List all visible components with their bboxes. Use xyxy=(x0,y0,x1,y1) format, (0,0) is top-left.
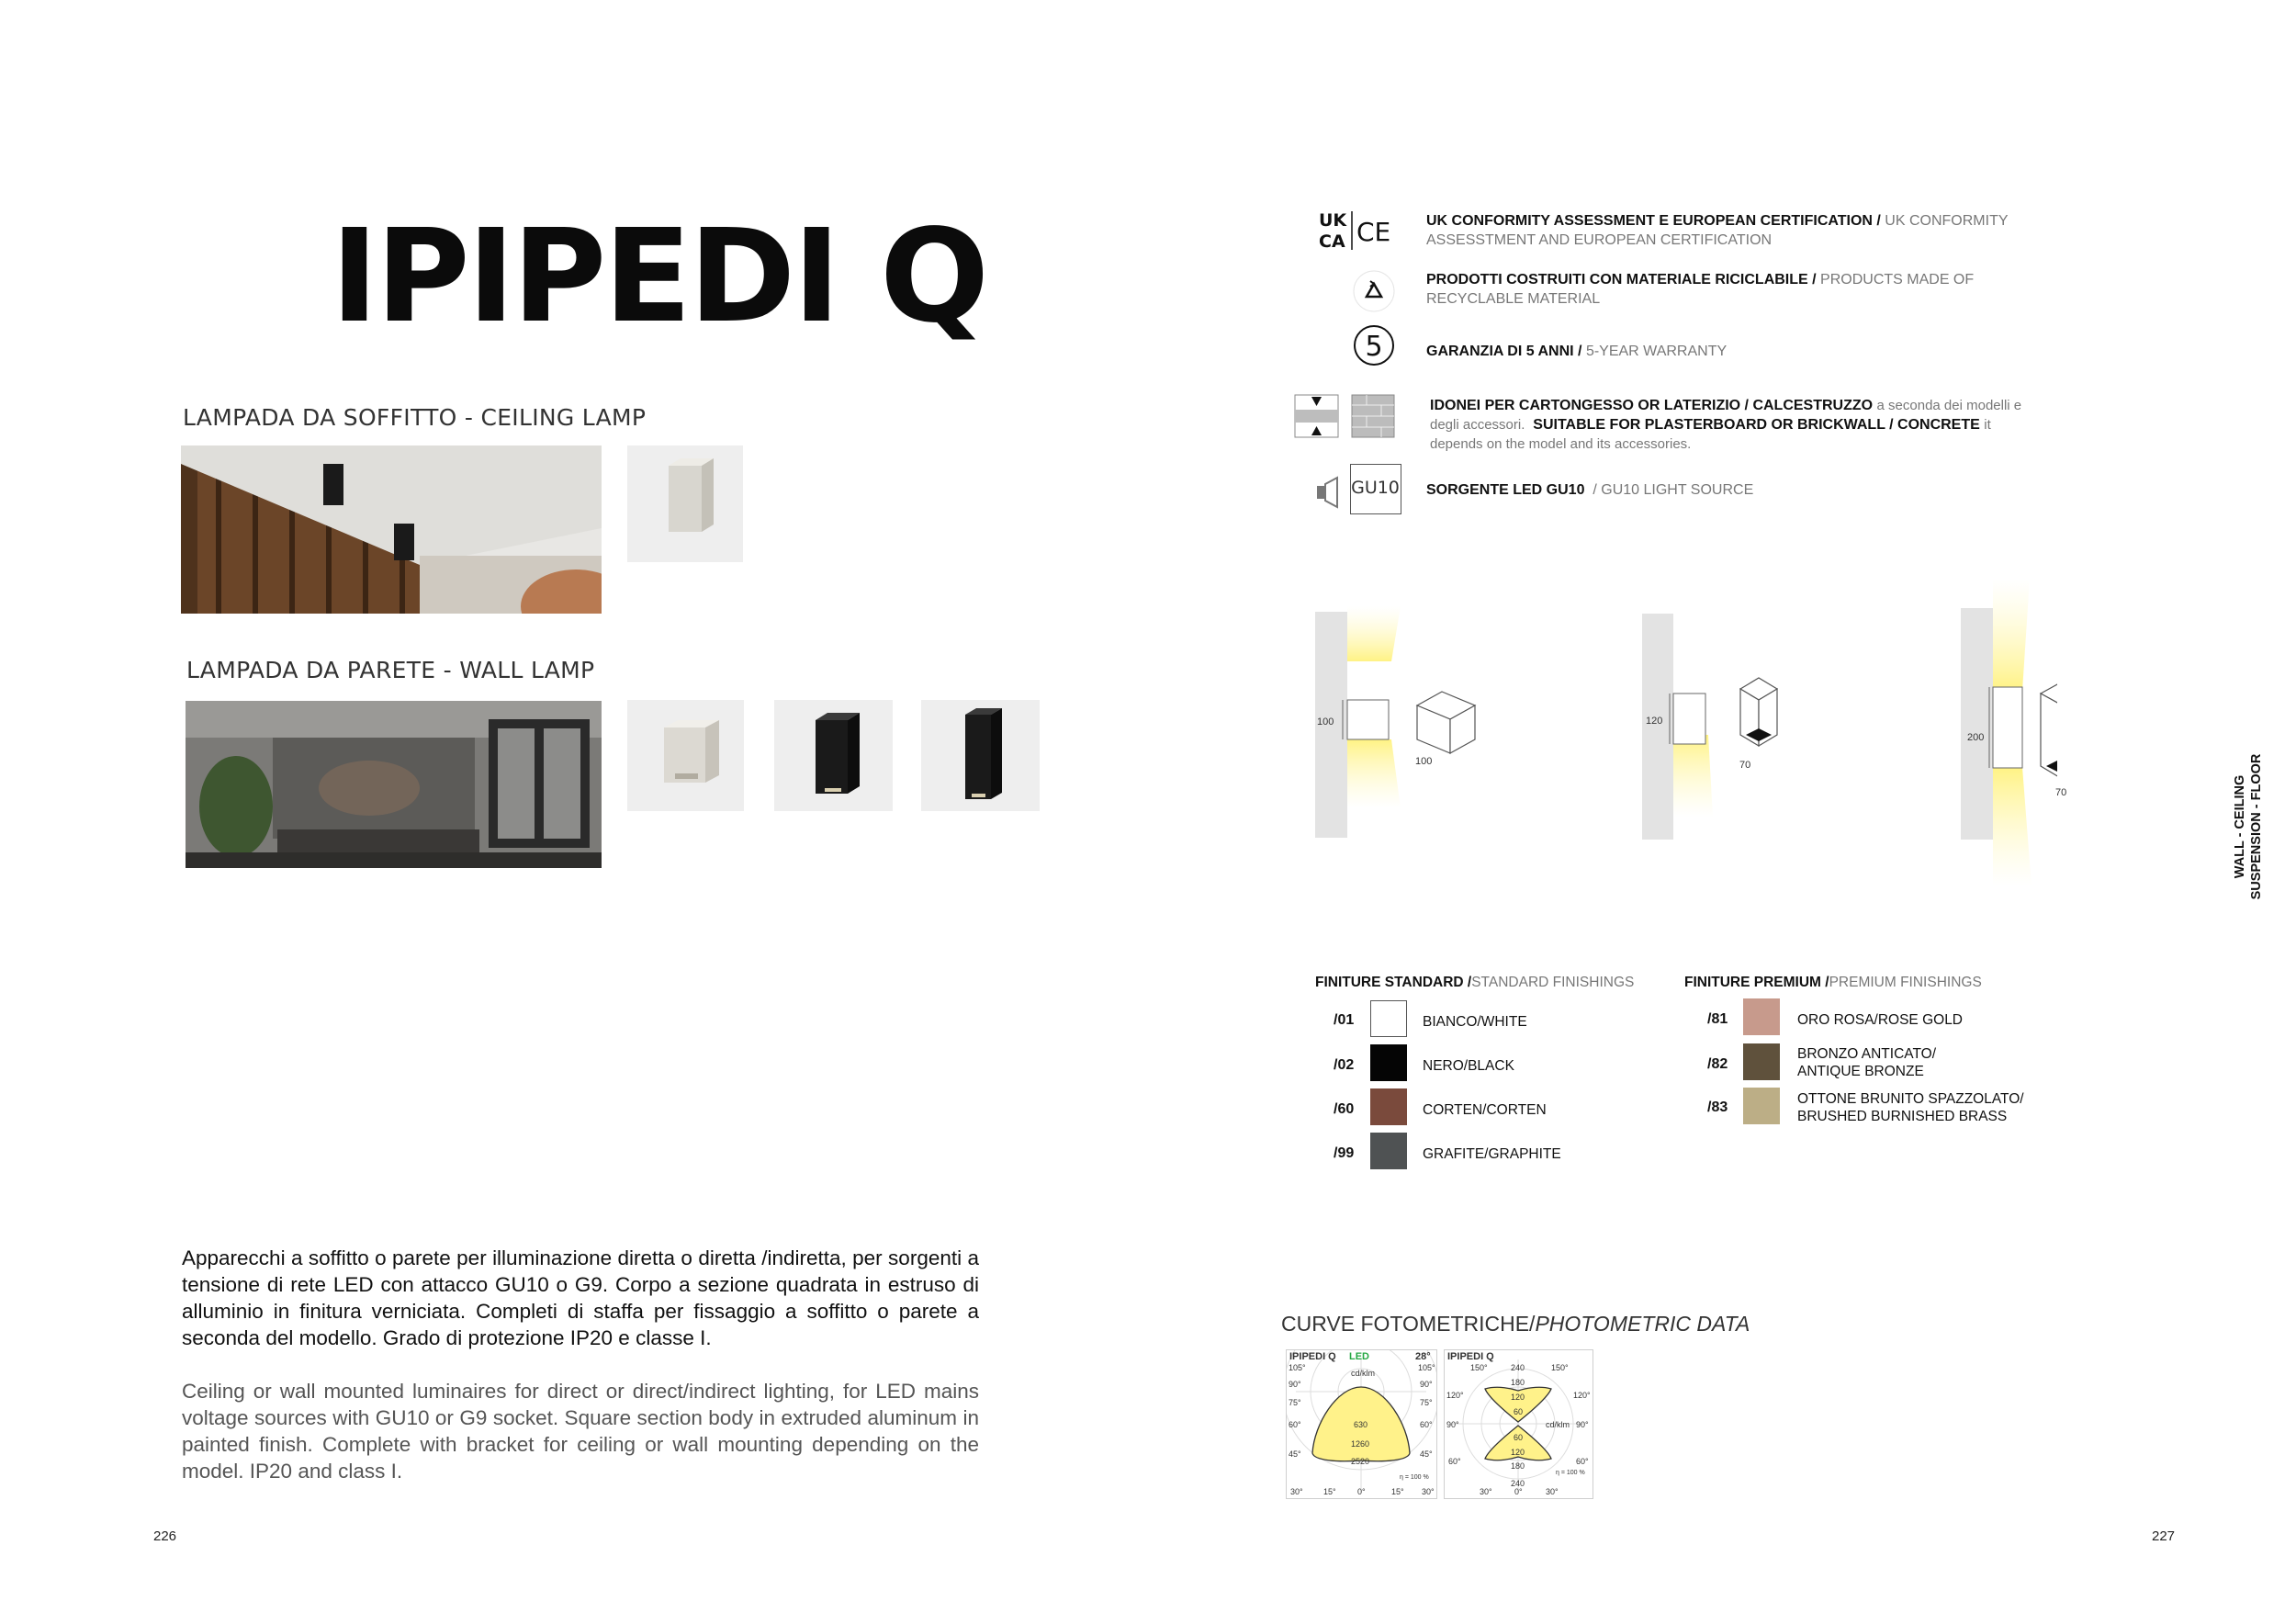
ceiling-lamp-photo xyxy=(181,445,602,614)
chart-1-bottom-angle: 30° xyxy=(1422,1487,1435,1496)
cert-gu10-bold: SORGENTE LED GU10 xyxy=(1426,482,1585,498)
diagram-1-height: 100 xyxy=(1317,716,1334,727)
svg-text:CE: CE xyxy=(1356,217,1391,247)
chart-2-bottom-value: 240 xyxy=(1511,1479,1525,1488)
chart-2-title: IPIPEDI Q xyxy=(1447,1351,1494,1362)
led-lamp-icon xyxy=(1311,468,1343,514)
cert-gu10-text xyxy=(1426,480,2060,500)
chart-1-beam-angle: 28° xyxy=(1415,1351,1431,1362)
standard-finishes-heading-light: STANDARD FINISHINGS xyxy=(1471,975,1635,990)
finish-label xyxy=(1797,1045,1936,1080)
chart-2-bottom-angle: 30° xyxy=(1546,1487,1559,1496)
finish-swatch-white xyxy=(1370,1000,1407,1037)
wall-lamp-black-tall-thumbnail xyxy=(921,700,1040,811)
chart-2-bottom-angle: 0° xyxy=(1514,1487,1523,1496)
cert-mounting-bold-en: SUITABLE FOR PLASTERBOARD OR BRICKWALL / CONCRETE xyxy=(1533,417,1980,433)
chart-2-right-angle: 90° xyxy=(1576,1420,1589,1429)
cert-ukca-bold: UK CONFORMITY ASSESSMENT E EUROPEAN CERTIFICATION / xyxy=(1426,213,1881,229)
chart-1-left-angle: 60° xyxy=(1289,1420,1301,1429)
chart-2-value: 60 xyxy=(1514,1433,1524,1442)
chart-1-left-angle: 105° xyxy=(1289,1363,1306,1372)
chart-1-right-angle: 90° xyxy=(1420,1380,1433,1389)
cert-mounting-bold-it: IDONEI PER CARTONGESSO OR LATERIZIO / CALCESTRUZZO xyxy=(1430,398,1874,413)
gu10-icon-label: GU10 xyxy=(1351,478,1400,498)
chart-2-right-angle: 120° xyxy=(1573,1391,1591,1400)
side-tab-line-1: WALL - CEILING xyxy=(2233,774,2247,879)
chart-2-bottom-angle: 30° xyxy=(1480,1487,1492,1496)
cert-warranty-bold: GARANZIA DI 5 ANNI / xyxy=(1426,344,1582,359)
chart-1-title: IPIPEDI Q xyxy=(1289,1351,1336,1362)
chart-1-left-angle: 75° xyxy=(1289,1398,1301,1407)
svg-text:UK: UK xyxy=(1319,210,1347,231)
recycle-icon xyxy=(1351,268,1397,314)
white-cube-lamp-image xyxy=(627,445,743,562)
finish-label: BIANCO/WHITE xyxy=(1423,1014,1527,1030)
finish-code: /81 xyxy=(1707,1011,1728,1027)
finish-label xyxy=(1797,1090,2024,1125)
chart-1-value: 1260 xyxy=(1351,1439,1370,1449)
page-number-right: 227 xyxy=(2152,1528,2176,1544)
cert-warranty-text xyxy=(1426,342,2060,361)
premium-finishes-heading-light: PREMIUM FINISHINGS xyxy=(1829,975,1982,990)
chart-1-right-angle: 60° xyxy=(1420,1420,1433,1429)
dimension-diagram-2 xyxy=(1642,614,1777,840)
chart-2-left-angle: 60° xyxy=(1448,1457,1461,1466)
finish-label-line-1: OTTONE BRUNITO SPAZZOLATO/ xyxy=(1797,1091,2024,1107)
standard-finishes-heading-bold: FINITURE STANDARD / xyxy=(1315,975,1472,990)
photometric-heading-italic: PHOTOMETRIC DATA xyxy=(1535,1312,1750,1336)
finish-swatch-graphite xyxy=(1370,1133,1407,1169)
photometric-chart-2 xyxy=(1444,1349,1593,1499)
chart-1-value: 2520 xyxy=(1351,1457,1370,1466)
chart-2-top-label: 240 xyxy=(1511,1363,1525,1372)
black-wall-lamp-tall-image xyxy=(921,700,1040,811)
cert-mounting-text xyxy=(1430,396,2045,454)
white-wall-lamp-image xyxy=(627,700,744,811)
finish-swatch-antique-bronze xyxy=(1743,1043,1780,1080)
ceiling-lamp-white-thumbnail xyxy=(627,445,743,562)
chart-1-left-angle: 90° xyxy=(1289,1380,1301,1389)
chart-2-value: 60 xyxy=(1514,1407,1524,1416)
gu10-icon xyxy=(1350,464,1401,514)
diagram-2-height: 120 xyxy=(1646,716,1663,727)
standard-finishes-heading xyxy=(1315,975,1634,991)
finish-swatch-corten xyxy=(1370,1088,1407,1125)
finish-swatch-black xyxy=(1370,1044,1407,1081)
cert-recycle-bold: PRODOTTI COSTRUITI CON MATERIALE RICICLABILE / xyxy=(1426,272,1817,288)
side-tab-line-2: SUSPENSION - FLOOR xyxy=(2249,753,2264,900)
chart-1-bottom-angle: 15° xyxy=(1391,1487,1404,1496)
wall-lamp-white-thumbnail xyxy=(627,700,744,811)
cert-recycle-light: PRODUCTS MADE OF RECYCLABLE MATERIAL xyxy=(1426,272,1975,307)
cert-recycle-text xyxy=(1426,270,2060,309)
chart-2-top-label: 150° xyxy=(1470,1363,1488,1372)
finish-label: CORTEN/CORTEN xyxy=(1423,1102,1547,1118)
chart-2-value: 120 xyxy=(1511,1393,1525,1402)
black-wall-lamp-medium-image xyxy=(774,700,893,811)
finish-label-line-1: BRONZO ANTICATO/ xyxy=(1797,1046,1936,1062)
chart-2-left-angle: 90° xyxy=(1446,1420,1459,1429)
finish-code: /02 xyxy=(1334,1057,1355,1073)
chart-1-right-angle: 45° xyxy=(1420,1449,1433,1459)
cert-gu10-light: / GU10 LIGHT SOURCE xyxy=(1593,482,1754,498)
finish-swatch-burnished-brass xyxy=(1743,1088,1780,1124)
chart-1-left-angle: 45° xyxy=(1289,1449,1301,1459)
premium-finishes-heading-bold: FINITURE PREMIUM / xyxy=(1684,975,1829,990)
cert-warranty-light: 5-YEAR WARRANTY xyxy=(1585,344,1728,359)
product-title: IPIPEDI Q xyxy=(331,202,987,352)
category-side-tab xyxy=(2232,753,2268,900)
diagram-2-width: 70 xyxy=(1739,760,1751,771)
premium-finishes-heading xyxy=(1684,975,1982,991)
photometric-chart-1 xyxy=(1286,1349,1437,1499)
finish-swatch-rose-gold xyxy=(1743,998,1780,1035)
finish-label-line-2: BRUSHED BURNISHED BRASS xyxy=(1797,1109,2008,1124)
cert-ukca-text xyxy=(1426,211,2060,250)
chart-2-value: 120 xyxy=(1511,1448,1525,1457)
wall-lamp-black-medium-thumbnail xyxy=(774,700,893,811)
cert-ukca-light: UK CONFORMITY ASSESSTMENT AND EUROPEAN CERTIFICATION xyxy=(1426,213,2009,248)
diagram-3-height: 200 xyxy=(1967,732,1985,743)
finish-label: NERO/BLACK xyxy=(1423,1058,1514,1074)
svg-text:CA: CA xyxy=(1319,231,1345,252)
chart-1-efficiency: η = 100 % xyxy=(1400,1474,1429,1481)
finish-code: /83 xyxy=(1707,1100,1728,1115)
svg-text:5: 5 xyxy=(1365,331,1383,363)
finish-label: ORO ROSA/ROSE GOLD xyxy=(1797,1012,1964,1028)
finish-code: /82 xyxy=(1707,1056,1728,1072)
chart-1-bottom-angle: 15° xyxy=(1323,1487,1336,1496)
diagram-3-width: 70 xyxy=(2055,787,2067,798)
finish-label: GRAFITE/GRAPHITE xyxy=(1423,1146,1561,1162)
wall-lamp-photo xyxy=(186,701,602,868)
finish-code: /99 xyxy=(1334,1145,1355,1161)
dimension-diagrams xyxy=(1304,570,2057,900)
cert-mounting-light-en: it depends on the model and its accessories. xyxy=(1430,417,1991,452)
chart-2-top-label: 150° xyxy=(1551,1363,1569,1372)
description-english: Ceiling or wall mounted luminaires for direct or direct/indirect lighting, for LED mains voltage sources with GU10 or G9 socket. Square section body in extruded aluminum in painted finish. Complete with bracket for ceiling or wall mounting depending on the model. IP20 and class I. xyxy=(182,1380,979,1483)
finish-code: /60 xyxy=(1334,1101,1355,1117)
chart-1-bottom-angle: 30° xyxy=(1290,1487,1303,1496)
chart-1-right-angle: 105° xyxy=(1418,1363,1435,1372)
finish-label-line-2: ANTIQUE BRONZE xyxy=(1797,1064,1924,1079)
chart-1-value: 630 xyxy=(1354,1420,1368,1429)
photometric-heading xyxy=(1281,1312,1750,1336)
dimension-diagram-1 xyxy=(1315,606,1475,838)
cert-mounting-light-it: a seconda dei modelli e degli accessori. xyxy=(1430,398,2022,433)
chart-2-value: 180 xyxy=(1511,1461,1525,1471)
diagram-1-width: 100 xyxy=(1415,756,1433,767)
chart-1-right-angle: 75° xyxy=(1420,1398,1433,1407)
plasterboard-brick-icon xyxy=(1293,393,1396,439)
warranty-5-icon xyxy=(1352,323,1396,367)
chart-2-efficiency: η = 100 % xyxy=(1556,1470,1585,1476)
chart-1-bottom-angle: 0° xyxy=(1357,1487,1366,1496)
chart-1-unit: cd/klm xyxy=(1351,1369,1376,1378)
chart-1-led-tag: LED xyxy=(1349,1351,1369,1362)
chart-2-left-angle: 120° xyxy=(1446,1391,1464,1400)
wall-lamp-heading: LAMPADA DA PARETE - WALL LAMP xyxy=(186,657,595,683)
finish-code: /01 xyxy=(1334,1012,1355,1028)
photometric-heading-main: CURVE FOTOMETRICHE/ xyxy=(1281,1312,1536,1336)
page-number-left: 226 xyxy=(153,1528,177,1544)
ceiling-lamp-heading: LAMPADA DA SOFFITTO - CEILING LAMP xyxy=(183,404,647,431)
description-italian: Apparecchi a soffitto o parete per illuminazione diretta o diretta /indiretta, per sorgenti a tensione di rete LED con attacco GU10 o G9. Corpo a sezione quadrata in estruso di alluminio in finitura verniciata. Completi di staffa per fissaggio a soffitto o parete a seconda del modello. Grado di protezione IP20 e classe I. xyxy=(182,1246,979,1349)
chart-2-right-angle: 60° xyxy=(1576,1457,1589,1466)
chart-2-unit: cd/klm xyxy=(1546,1420,1570,1429)
ukca-ce-icon xyxy=(1317,208,1398,254)
chart-2-value: 180 xyxy=(1511,1378,1525,1387)
